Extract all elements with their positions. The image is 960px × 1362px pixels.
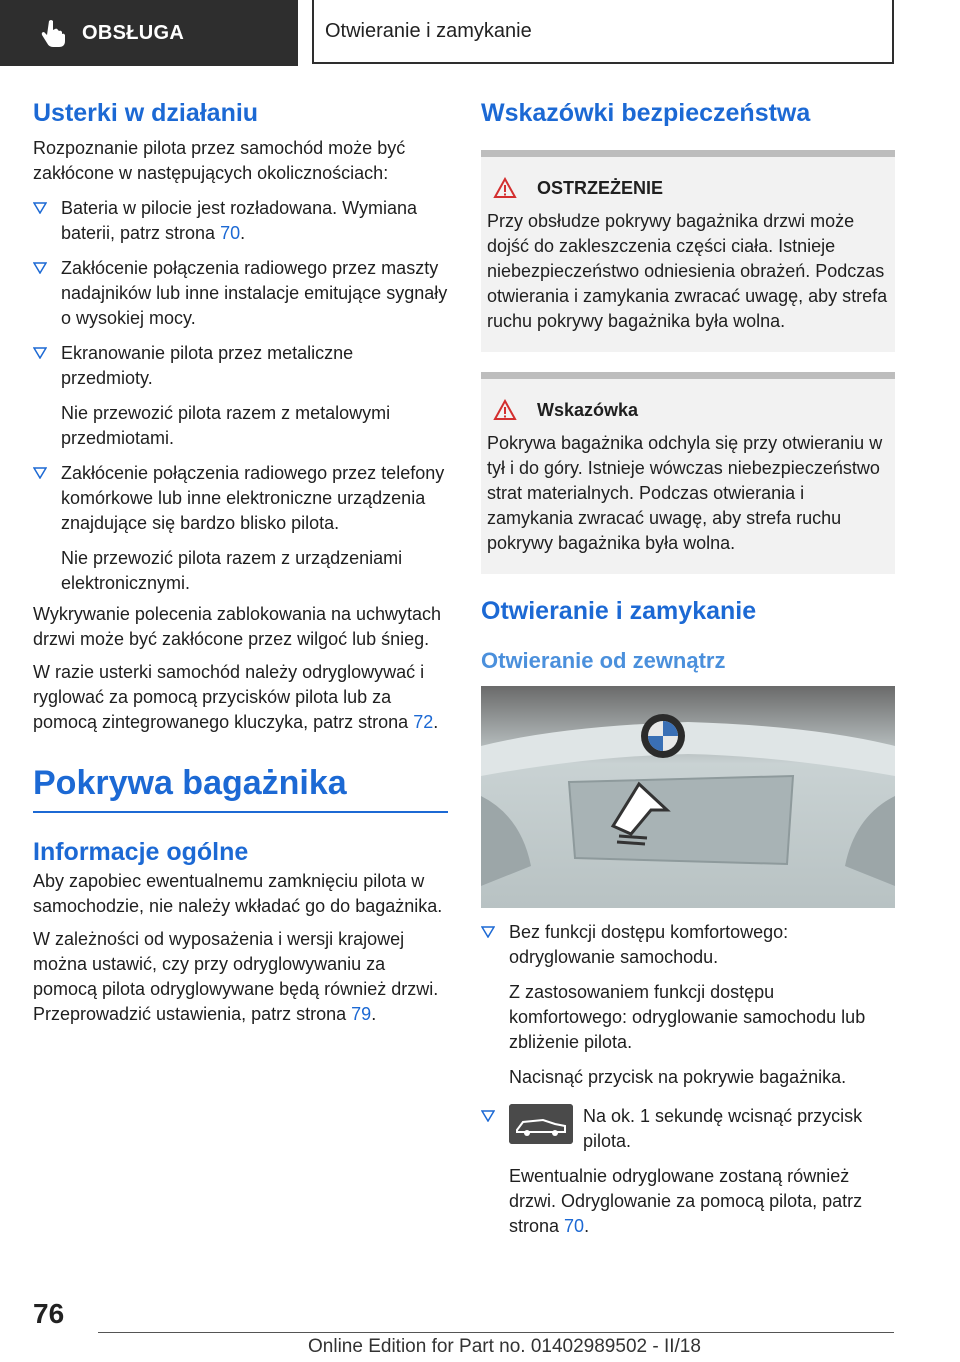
- triangle-bullet-icon: [33, 202, 47, 214]
- para-lock-detection: Wykrywanie polecenia zablokowania na uchwytach drzwi może być zakłócone przez wilgoć lub śnieg.: [33, 604, 442, 649]
- footer-divider: [98, 1332, 894, 1333]
- left-column: [33, 96, 448, 1027]
- remote-tailgate-button-icon: [509, 1104, 573, 1144]
- bullet-phones-note: Nie przewozić pilota razem z urządzeniami elektronicznymi.: [61, 548, 403, 593]
- bullet-shielding-note: Nie przewozić pilota razem z metalowymi przedmiotami.: [61, 403, 391, 448]
- triangle-bullet-icon: [481, 926, 495, 938]
- open-steps-list: [481, 920, 895, 1239]
- list-item: [33, 256, 448, 331]
- triangle-bullet-icon: [33, 262, 47, 274]
- para-equipment: W zależności od wyposażenia i wersji krajowej można ustawić, czy przy odryglowywaniu za pomocą pilota odryglowywane będą również drzwi. Przeprowadzić ustawienia, patrz strona 79.: [33, 929, 439, 1024]
- section-tab[interactable]: [0, 0, 298, 66]
- heading-underline: [33, 811, 448, 813]
- page-link[interactable]: 70: [220, 223, 241, 243]
- section-label: OBSŁUGA: [82, 21, 185, 44]
- edition-note: Online Edition for Part no. 01402989502 - II/18: [308, 1336, 701, 1357]
- warning-text: Przy obsłudze pokrywy bagażnika drzwi może dojść do zakleszczenia części ciała. Istnieje niebezpieczeństwo odniesienia obrażeń. Podczas otwierania i zamykania zwracać uwagę, aby strefa ruchu pokrywy bagażnika była wolna.: [487, 211, 888, 331]
- caution-triangle-icon: [493, 399, 517, 421]
- bullet-shielding: Ekranowanie pilota przez metaliczne przedmioty.: [61, 343, 354, 388]
- list-item: [481, 920, 895, 1090]
- triangle-bullet-icon: [33, 347, 47, 359]
- note-text: Pokrywa bagażnika odchyla się przy otwieraniu w tył i do góry. Istnieje wówczas niebezpieczeństwo strat materialnych. Podczas otwierania i zamykania zwracać uwagę, aby strefa ruchu pokrywy bagażnika była wolna.: [487, 433, 883, 553]
- note-box: [481, 372, 895, 574]
- para-fault: W razie usterki samochód należy odryglowywać i ryglować za pomocą przycisków pilota lub za pomocą zintegrowanego kluczyka, patrz strona 72.: [33, 662, 439, 732]
- para-general: Aby zapobiec ewentualnemu zamknięciu pilota w samochodzie, nie należy wkładać go do bagażnika.: [33, 871, 443, 916]
- heading-safety: Wskazówki bezpieczeństwa: [481, 99, 811, 127]
- list-item: [33, 461, 448, 596]
- bullet-phones: Zakłócenie połączenia radiowego przez telefony komórkowe lub inne elektroniczne urządzenia znajdujące się bardzo blisko pilota.: [61, 463, 445, 533]
- page-number: 76: [33, 1298, 65, 1329]
- heading-open-close: Otwieranie i zamykanie: [481, 597, 757, 625]
- step-press-button: Nacisnąć przycisk na pokrywie bagażnika.: [509, 1067, 847, 1087]
- right-column: [481, 96, 895, 1239]
- heading-malfunction: Usterki w działaniu: [33, 99, 259, 127]
- page-header: [0, 0, 960, 66]
- list-item: [33, 196, 448, 246]
- malfunction-intro: Rozpoznanie pilota przez samochód może być zakłócone w następujących okolicznościach:: [33, 138, 406, 183]
- triangle-bullet-icon: [481, 1110, 495, 1122]
- heading-general: Informacje ogólne: [33, 838, 249, 866]
- warning-box: [481, 150, 895, 352]
- box-top-bar: [481, 150, 895, 157]
- bullet-radio-masts: Zakłócenie połączenia radiowego przez maszty nadajników lub inne instalacje emitujące sygnały o wysokiej mocy.: [61, 258, 448, 328]
- step-unlock: Bez funkcji dostępu komfortowego: odryglowanie samochodu.: [509, 922, 789, 967]
- heading-tailgate: Pokrywa bagażnika: [33, 764, 347, 802]
- triangle-bullet-icon: [33, 467, 47, 479]
- bullet-battery: Bateria w pilocie jest rozładowana. Wymiana baterii, patrz strona 70.: [61, 198, 418, 243]
- warning-triangle-icon: [493, 177, 517, 199]
- note-title: Wskazówka: [537, 399, 639, 420]
- list-item: [481, 1104, 895, 1239]
- box-top-bar: [481, 372, 895, 379]
- step-remote-note: Ewentualnie odryglowane zostaną również drzwi. Odryglowanie za pomocą pilota, patrz strona 70.: [509, 1166, 863, 1236]
- malfunction-list: [33, 196, 448, 596]
- step-unlock-comfort: Z zastosowaniem funkcji dostępu komfortowego: odryglowanie samochodu lub zbliżenie pilota.: [509, 982, 866, 1052]
- step-remote-press: Na ok. 1 sekundę wcisnąć przycisk pilota.: [583, 1106, 863, 1151]
- tailgate-button-image: [481, 686, 895, 908]
- page-link[interactable]: 79: [351, 1004, 372, 1024]
- warning-title: OSTRZEŻENIE: [537, 177, 664, 198]
- page-link[interactable]: 72: [413, 712, 434, 732]
- list-item: [33, 341, 448, 451]
- hand-pointer-icon: [38, 18, 68, 48]
- heading-from-outside: Otwieranie od zewnątrz: [481, 648, 726, 673]
- chapter-title: Otwieranie i zamykanie: [312, 0, 894, 64]
- page-link[interactable]: 70: [564, 1216, 585, 1236]
